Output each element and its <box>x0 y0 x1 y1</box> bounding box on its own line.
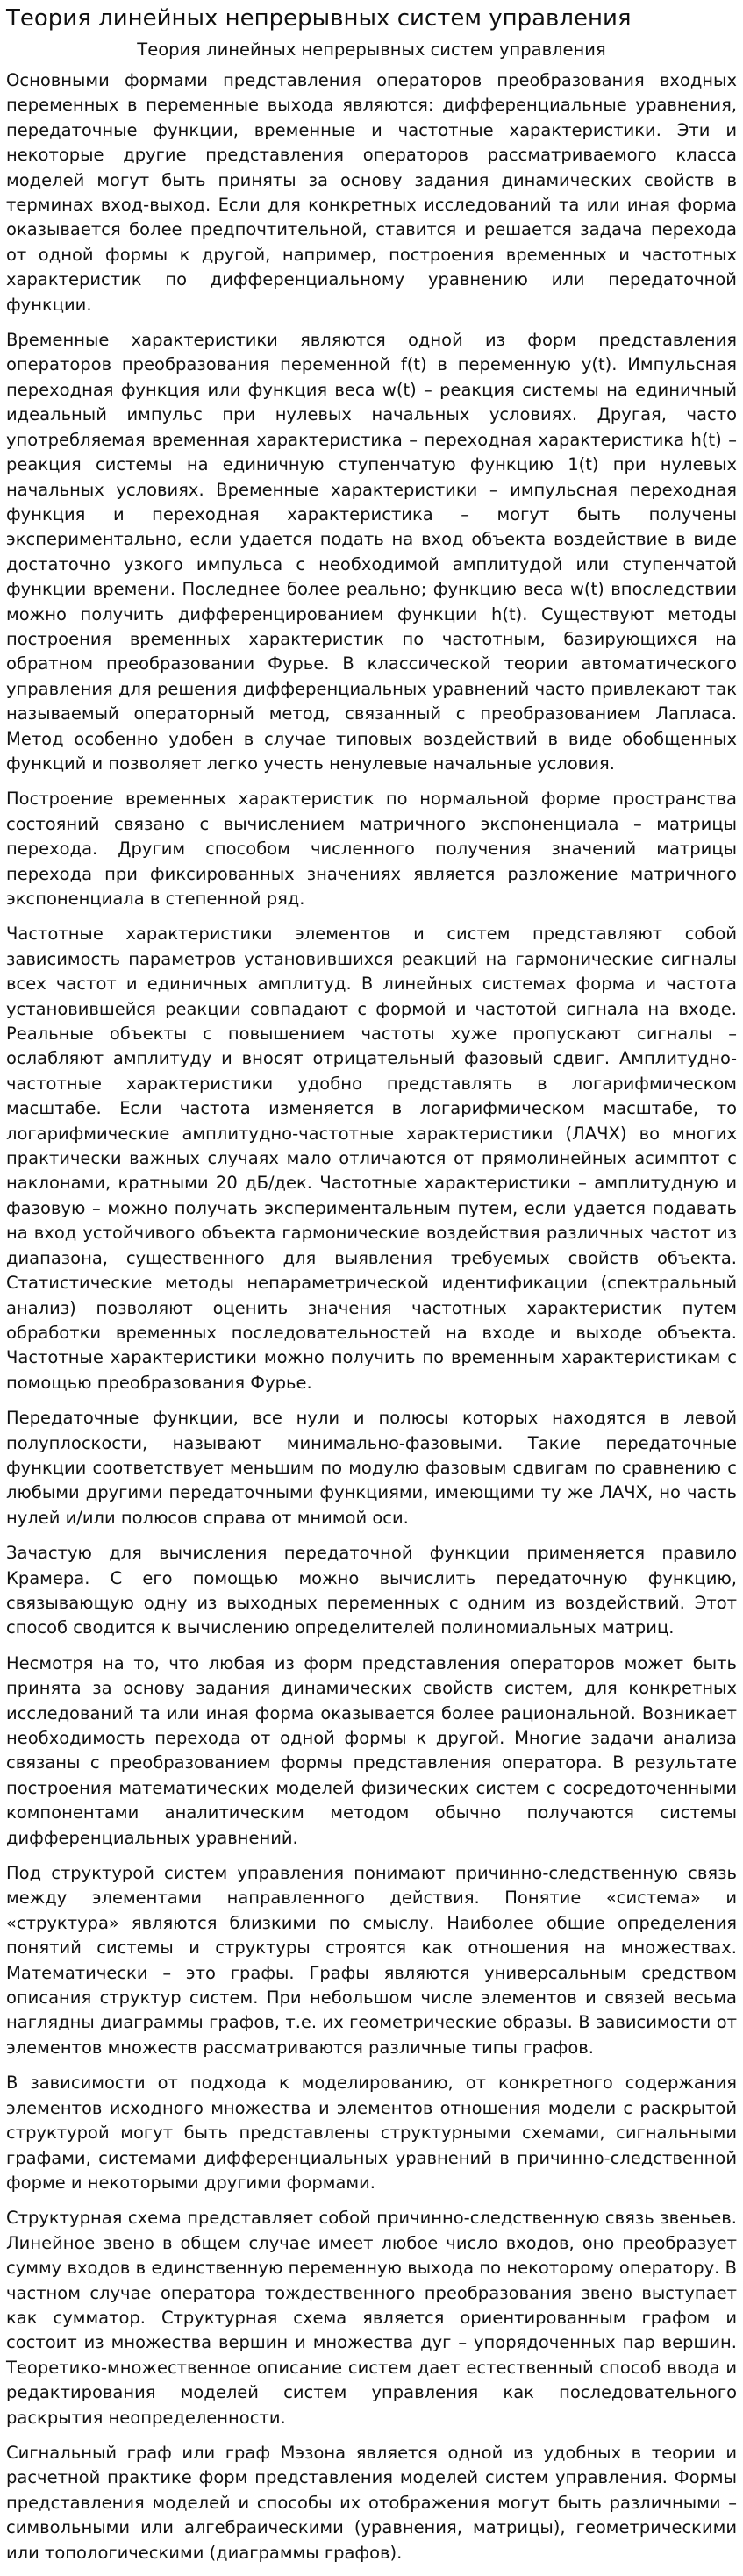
paragraph: Под структурой систем управления понимают причинно-следственную связь между элементами направленного действия. Понятие «система» и «структура» являются близкими по смыслу. Наиболее общие определения понятий системы и структуры строятся как отношения на множествах. Математически – это графы. Графы являются универсальным средством описания структур систем. При небольшом числе элементов и связей весьма наглядны диаграммы графов, т.е. их геометрические образы. В зависимости от элементов множеств рассматриваются различные типы графов. <box>6 1863 737 2058</box>
page-title: Теория линейных непрерывных систем управления <box>6 5 632 32</box>
page-subtitle: Теория линейных непрерывных систем управления <box>137 39 606 60</box>
paragraph: Основными формами представления операторов преобразования входных переменных в переменные выхода являются: дифференциальные уравнения, передаточные функции, временные и частотные характеристики. Эти и некоторые другие представления операторов рассматриваемого класса моделей могут быть приняты за основу задания динамических свойств в терминах вход-выход. Если для конкретных исследований та или иная форма оказывается более предпочтительной, ставится и решается задача перехода от одной формы к другой, например, построения временных и частотных характеристик по дифференциальному уравнению или передаточной функции. <box>6 70 737 315</box>
paragraph: Структурная схема представляет собой причинно-следственную связь звеньев. Линейное звено в общем случае имеет любое число входов, оно преобразует сумму входов в единственную переменную выхода по некоторому оператору. В частном случае оператора тождественного преобразования звено выступает как сумматор. Структурная схема является ориентированным графом и состоит из множества вершин и множества дуг – упорядоченных пар вершин. Теоретико-множественное описание систем дает естественный способ ввода и редактирования моделей систем управления как последовательного раскрытия неопределенности. <box>6 2208 737 2428</box>
paragraph: Зачастую для вычисления передаточной функции применяется правило Крамера. С его помощью можно вычислить передаточную функцию, связывающую одну из выходных переменных с одним из воздействий. Этот способ сводится к вычислению определителей полиномиальных матриц. <box>6 1543 737 1638</box>
paragraph: Частотные характеристики элементов и систем представляют собой зависимость параметров установившихся реакций на гармонические сигналы всех частот и единичных амплитуд. В линейных системах форма и частота установившейся реакции совпадают с формой и частотой сигнала на входе. Реальные объекты с повышением частоты хуже пропускают сигналы – ослабляют амплитуду и вносят отрицательный фазовый сдвиг. Амплитудно-частотные характеристики удобно представлять в логарифмическом масштабе. Если частота изменяется в логарифмическом масштабе, то логарифмические амплитудно-частотные характеристики (ЛАЧХ) во многих практически важных случаях мало отличаются от прямолинейных асимптот с наклонами, кратными 20 дБ/дек. Частотные характеристики – амплитудную и фазовую – можно получать экспериментальным путем, если удается подавать на вход устойчивого объекта гармонические воздействия различных частот из диапазона, существенного для выявления требуемых свойств объекта. Статистические методы непараметрической идентификации (спектральный анализ) позволяют оценить значения частотных характеристик путем обработки временных последовательностей на входе и выходе объекта. Частотные характеристики можно получить по временным характеристикам с помощью преобразования Фурье. <box>6 924 737 1393</box>
paragraph: Передаточные функции, все нули и полюсы которых находятся в левой полуплоскости, называют минимально-фазовыми. Такие передаточные функции соответствует меньшим по модулю фазовым сдвигам по сравнению с любыми другими передаточными функциями, имеющими ту же ЛАЧХ, но часть нулей и/или полюсов справа от мнимой оси. <box>6 1408 737 1528</box>
paragraph: Временные характеристики являются одной из форм представления операторов преобразования переменной f(t) в переменную y(t). Импульсная переходная функция или функция веса w(t) – реакция системы на единичный идеальный импульс при нулевых начальных условиях. Другая, часто употребляемая временная характеристика – переходная характеристика h(t) – реакция системы на единичную ступенчатую функцию 1(t) при нулевых начальных условиях. Временные характеристики – импульсная переходная функция и переходная характеристика – могут быть получены экспериментально, если удается подать на вход объекта воздействие в виде достаточно узкого импульса с необходимой амплитудой или ступенчатой функции времени. Последнее более реально; функцию веса w(t) впоследствии можно получить дифференцированием функции h(t). Существуют методы построения временных характеристик по частотным, базирующихся на обратном преобразовании Фурье. В классической теории автоматического управления для решения дифференциальных уравнений часто привлекают так называемый операторный метод, связанный с преобразованием Лапласа. Метод особенно удобен в случае типовых воздействий в виде обобщенных функций и позволяет легко учесть ненулевые начальные условия. <box>6 330 737 774</box>
paragraph: Сигнальный граф или граф Мэзона является одной из удобных в теории и расчетной практике форм представления моделей систем управления. Формы представления моделей и способы их отображения могут быть различными – символьными или алгебраическими (уравнения, матрицы), геометрическими или топологическими (диаграммы графов). <box>6 2442 737 2563</box>
paragraph: Построение временных характеристик по нормальной форме пространства состояний связано с вычислением матричного экспоненциала – матрицы перехода. Другим способом численного получения значений матрицы перехода при фиксированных значениях является разложение матричного экспоненциала в степенной ряд. <box>6 788 737 909</box>
paragraph: В зависимости от подхода к моделированию, от конкретного содержания элементов исходного множества и элементов отношения модели с раскрытой структурой могут быть представлены структурными схемами, сигнальными графами, системами дифференциальных уравнений в причинно-следственной форме и некоторыми другими формами. <box>6 2073 737 2193</box>
paragraph: Несмотря на то, что любая из форм представления операторов может быть принята за основу задания динамических свойств систем, для конкретных исследований та или иная форма оказывается более рациональной. Возникает необходимость перехода от одной формы к другой. Многие задачи анализа связаны с преобразованием формы представления оператора. В результате построения математических моделей физических систем с сосредоточенными компонентами аналитическим методом обычно получаются системы дифференциальных уравнений. <box>6 1652 737 1848</box>
